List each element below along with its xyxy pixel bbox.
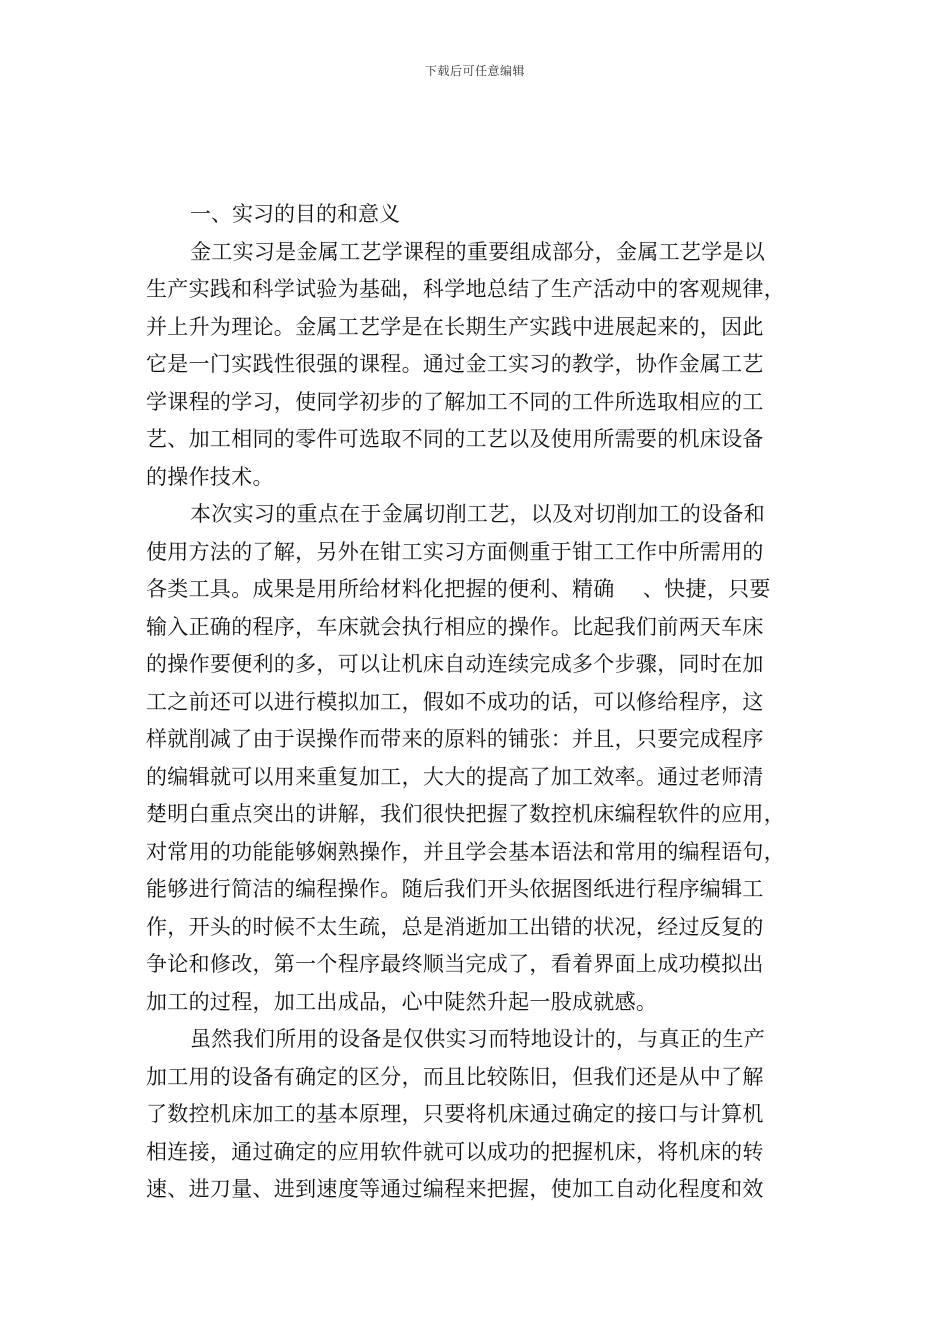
paragraph-line: 工之前还可以进行模拟加工，假如不成功的话，可以修给程序，这 (146, 689, 764, 714)
paragraph-line: 各类工具。成果是用所给材料化把握的便利、精确 、快捷，只要 (146, 577, 771, 601)
paragraph-line: 艺、加工相同的零件可选取不同的工艺以及使用所需要的机床设备 (146, 427, 764, 451)
paragraph-line: 并上升为理论。金属工艺学是在长期生产实践中进展起来的，因此 (146, 314, 764, 339)
paragraph-line: 作，开头的时候不太生疏，总是消逝加工出错的状况，经过反复的 (146, 914, 764, 939)
section-title: 一、实习的目的和意义 (190, 202, 400, 226)
paragraph-1 (146, 234, 812, 497)
paragraph-line: 争论和修改，第一个程序最终顺当完成了，看着界面上成功模拟出 (146, 952, 764, 976)
paragraph-line: 生产实践和科学试验为基础，科学地总结了生产活动中的客观规律， (146, 277, 785, 301)
paragraph-line: 对常用的功能能够娴熟操作，并且学会基本语法和常用的编程语句， (146, 839, 785, 864)
document-body (146, 196, 812, 1209)
paragraph-line: 相连接，通过确定的应用软件就可以成功的把握机床，将机床的转 (146, 1139, 764, 1164)
paragraph-line: 的操作技术。 (146, 464, 274, 489)
paragraph-3 (146, 1021, 812, 1209)
paragraph-line: 加工用的设备有确定的区分，而且比较陈旧，但我们还是从中了解 (146, 1064, 764, 1089)
paragraph-line: 楚明白重点突出的讲解，我们很快把握了数控机床编程软件的应用， (146, 802, 785, 826)
paragraph-line: 能够进行简洁的编程操作。随后我们开头依据图纸进行程序编辑工 (146, 877, 764, 901)
paragraph-line: 了数控机床加工的基本原理，只要将机床通过确定的接口与计算机 (146, 1102, 764, 1126)
paragraph-2 (146, 496, 812, 1021)
paragraph-line: 输入正确的程序，车床就会执行相应的操作。比起我们前两天车床 (146, 614, 764, 639)
paragraph-line: 学课程的学习，使同学初步的了解加工不同的工件所选取相应的工 (146, 389, 764, 414)
paragraph-line: 本次实习的重点在于金属切削工艺，以及对切削加工的设备和 (190, 502, 766, 526)
page-header: 下载后可任意编辑 (424, 64, 525, 78)
paragraph-line: 样就削减了由于误操作而带来的原料的铺张：并且，只要完成程序 (146, 727, 764, 751)
paragraph-line: 加工的过程，加工出成品，心中陡然升起一股成就感。 (146, 989, 658, 1014)
paragraph-line: 虽然我们所用的设备是仅供实习而特地设计的，与真正的生产 (190, 1027, 766, 1051)
paragraph-line: 速、进刀量、进到速度等通过编程来把握，使加工自动化程度和效 (146, 1177, 764, 1201)
paragraph-line: 金工实习是金属工艺学课程的重要组成部分，金属工艺学是以 (190, 239, 766, 264)
paragraph-line: 它是一门实践性很强的课程。通过金工实习的教学，协作金属工艺 (146, 352, 764, 376)
paragraph-line: 使用方法的了解，另外在钳工实习方面侧重于钳工工作中所需用的 (146, 539, 764, 564)
paragraph-line: 的操作要便利的多，可以让机床自动连续完成多个步骤，同时在加 (146, 652, 764, 676)
paragraph-line: 的编辑就可以用来重复加工，大大的提高了加工效率。通过老师清 (146, 764, 764, 789)
